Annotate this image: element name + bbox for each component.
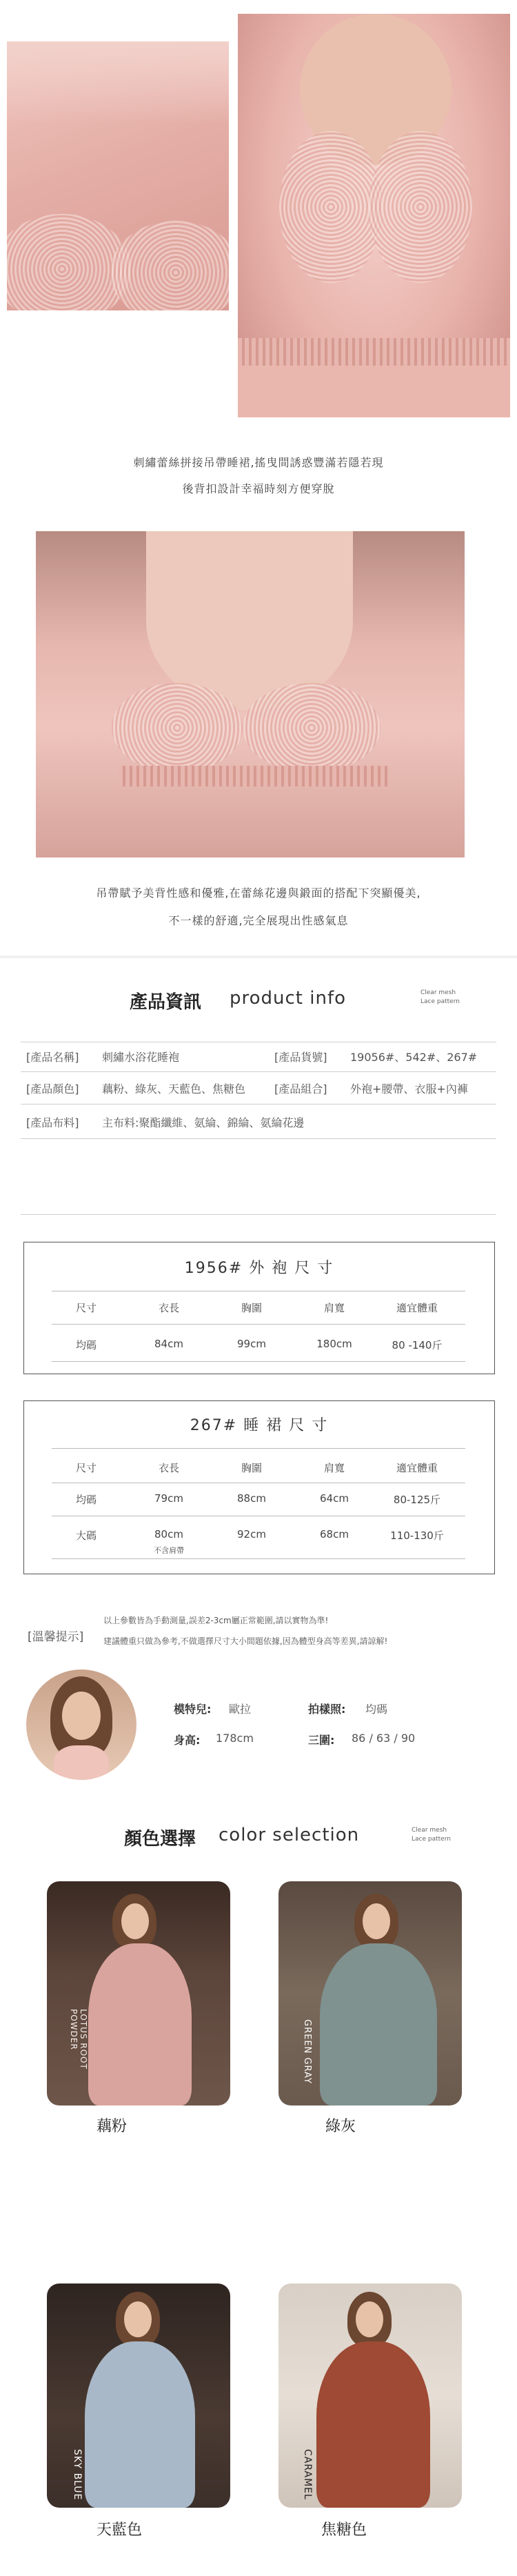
robe-header-shoulder: 肩寬 xyxy=(323,1302,345,1314)
color-name-label: 焦糖色 xyxy=(321,2521,367,2539)
back-lace-photo xyxy=(36,531,465,858)
dress-cell: 88cm xyxy=(237,1492,266,1505)
product-info-subtitle: product info xyxy=(230,988,347,1009)
model-height-label: 身高: xyxy=(174,1734,201,1747)
robe-header-weight: 適宜體重 xyxy=(396,1302,438,1314)
robe-header-bust: 胸圍 xyxy=(241,1302,262,1314)
model-size-label: 拍樣照: xyxy=(308,1703,346,1716)
model-name: 歐拉 xyxy=(229,1703,252,1716)
robe-cell: 80 -140斤 xyxy=(392,1339,443,1351)
notice-line-1: 以上參數皆為手動測量,誤差2-3cm屬正常範圍,請以實物為準! xyxy=(103,1616,329,1625)
caption-line-3: 吊帶賦予美背性感和優雅,在蕾絲花邊與鍛面的搭配下突顯優美, xyxy=(96,886,421,900)
color-selection-subtitle: color selection xyxy=(219,1825,360,1845)
color-option-lotus-pink[interactable] xyxy=(47,1881,230,2106)
model-avatar xyxy=(26,1670,136,1780)
robe-cell: 99cm xyxy=(237,1338,266,1350)
table-divider xyxy=(52,1361,465,1362)
robe-size-title: 1956# 外 袍 尺 寸 xyxy=(184,1260,334,1277)
robe-swatch xyxy=(85,2341,195,2508)
info-label-name: [產品名稱] xyxy=(26,1051,79,1064)
dress-cell: 均碼 xyxy=(75,1494,97,1506)
section-divider xyxy=(0,955,517,958)
info-row-divider xyxy=(21,1138,496,1139)
dress-size-title: 267# 睡 裙 尺 寸 xyxy=(190,1417,329,1434)
color-name-label: 天藍色 xyxy=(97,2521,143,2539)
model-size-value: 均碼 xyxy=(365,1703,388,1716)
table-divider xyxy=(52,1448,465,1449)
lace-hem-photo xyxy=(7,41,229,310)
info-label-sku: [產品貨號] xyxy=(274,1051,327,1064)
model-face xyxy=(62,1692,101,1740)
info-label-fabric: [產品布料] xyxy=(26,1116,79,1129)
dress-cell: 110-130斤 xyxy=(390,1529,444,1542)
dress-cell: 79cm xyxy=(154,1492,183,1505)
dress-header-size: 尺寸 xyxy=(75,1462,97,1474)
dress-size-table xyxy=(23,1400,495,1574)
color-en-label: GREEN GRAY xyxy=(302,2019,312,2084)
robe-size-table xyxy=(23,1242,495,1374)
color-tag-2: Lace pattern xyxy=(412,1836,451,1843)
info-value-name: 刺繡水浴花睡袍 xyxy=(102,1051,180,1064)
dress-header-length: 衣長 xyxy=(158,1462,179,1474)
dress-cell: 68cm xyxy=(320,1528,349,1540)
color-option-sky-blue[interactable] xyxy=(47,2283,230,2508)
info-row-divider xyxy=(21,1214,496,1215)
caption-line-4: 不一樣的舒適,完全展現出性感氣息 xyxy=(168,914,349,927)
dress-header-bust: 胸圍 xyxy=(241,1462,262,1474)
model-measure-label: 三圍: xyxy=(308,1734,335,1747)
dress-cell: 92cm xyxy=(237,1528,266,1540)
color-tag-1: Clear mesh xyxy=(412,1827,447,1834)
model-measure-value: 86 / 63 / 90 xyxy=(352,1732,416,1745)
robe-cell: 180cm xyxy=(316,1338,352,1350)
dress-header-shoulder: 肩寬 xyxy=(323,1462,345,1474)
info-row-divider xyxy=(21,1071,496,1072)
caption-line-1: 刺繡蕾絲拼接吊帶睡裙,搖曳間誘惑豐滿若隱若現 xyxy=(133,456,384,469)
product-info-tag-2: Lace pattern xyxy=(420,998,460,1005)
color-en-label: LOTUS ROOT POWDER xyxy=(69,2009,88,2070)
color-option-caramel[interactable] xyxy=(278,2283,462,2508)
info-value-color: 藕粉、綠灰、天藍色、焦糖色 xyxy=(102,1082,246,1096)
robe-header-length: 衣長 xyxy=(158,1302,179,1314)
robe-swatch xyxy=(88,1943,192,2106)
dress-cell: 80cm xyxy=(154,1528,183,1540)
neckline-lace-photo xyxy=(238,14,510,417)
robe-swatch xyxy=(320,1943,437,2106)
product-info-title: 產品資訊 xyxy=(130,992,202,1013)
dress-cell: 80-125斤 xyxy=(393,1494,441,1506)
dress-header-weight: 適宜體重 xyxy=(396,1462,438,1474)
info-value-combo: 外袍+腰帶、衣服+內褲 xyxy=(350,1082,468,1096)
color-selection-title: 顏色選擇 xyxy=(124,1829,196,1850)
info-value-sku: 19056#、542#、267# xyxy=(350,1051,478,1064)
color-name-label: 綠灰 xyxy=(325,2118,356,2135)
robe-swatch xyxy=(316,2341,430,2508)
robe-cell: 84cm xyxy=(154,1338,183,1350)
table-divider xyxy=(52,1324,465,1325)
notice-label: [溫馨提示] xyxy=(28,1630,84,1644)
info-label-combo: [產品組合] xyxy=(274,1082,327,1096)
robe-header-size: 尺寸 xyxy=(75,1302,97,1314)
robe-cell: 均碼 xyxy=(75,1339,97,1351)
dress-cell: 64cm xyxy=(320,1492,349,1505)
info-value-fabric: 主布料:聚酯纖維、氨綸、錦綸、氨綸花邊 xyxy=(102,1116,305,1129)
notice-line-2: 建議體重只做為參考,不做選擇尺寸大小間題依據,因為體型身高等差異,請諒解! xyxy=(103,1636,388,1646)
table-divider xyxy=(52,1558,465,1559)
color-en-label: SKY BLUE xyxy=(72,2449,83,2501)
model-height-value: 178cm xyxy=(216,1732,254,1745)
color-option-green-gray[interactable] xyxy=(278,1881,462,2106)
caption-line-2: 後背扣設計幸福時刻方便穿脫 xyxy=(182,482,335,495)
color-en-label: CARAMEL xyxy=(302,2449,313,2500)
model-label: 模特兒: xyxy=(174,1703,212,1716)
dress-cell: 大碼 xyxy=(75,1529,97,1542)
product-info-tag-1: Clear mesh xyxy=(420,989,456,996)
color-name-label: 藕粉 xyxy=(97,2118,128,2135)
info-label-color: [產品顏色] xyxy=(26,1082,79,1096)
dress-size-note: 不含肩帶 xyxy=(154,1546,184,1555)
